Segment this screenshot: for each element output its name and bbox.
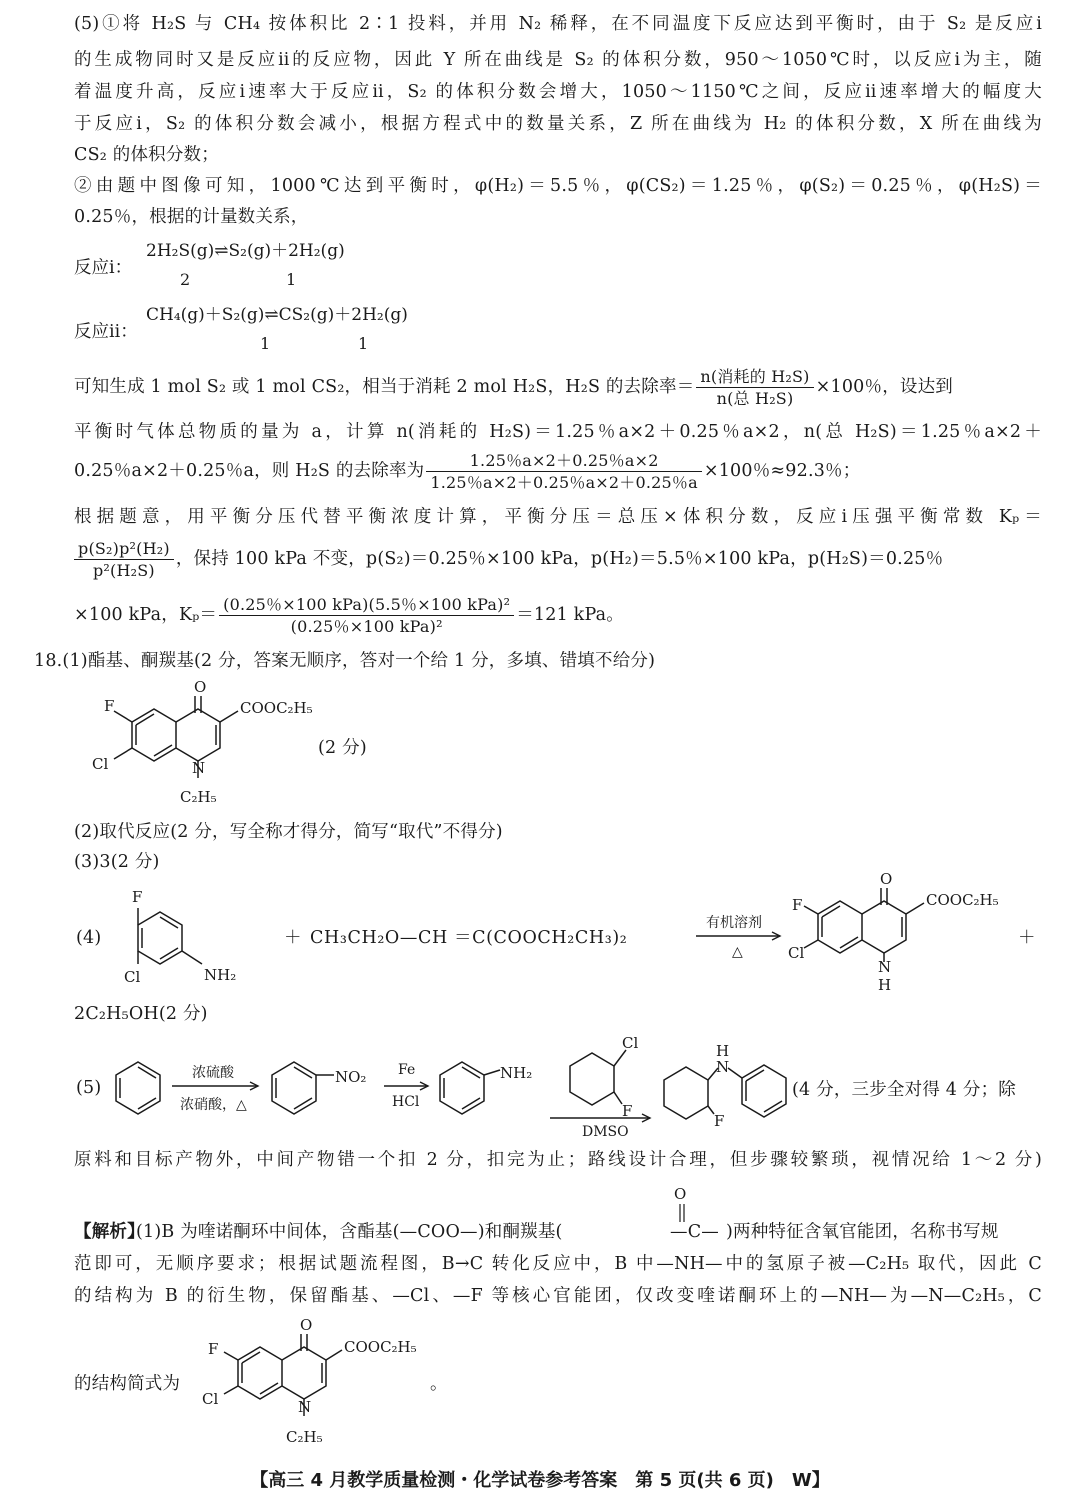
atom-label: O: [880, 870, 893, 888]
atom-label: F: [622, 1102, 633, 1120]
chloro-fluoro-aniline-structure: [110, 880, 270, 990]
arrow-condition: DMSO: [582, 1124, 629, 1140]
fraction: $\frac{1.25\%a\times 2+0.25\%a\times 2}{1.25\%a\times 2+0.25\%a\times 2+0.25\%a}$: [426, 450, 701, 493]
atom-label: N: [298, 1398, 312, 1416]
reaction-2-coefficient: 1: [358, 334, 369, 353]
item-label: (4): [76, 928, 102, 948]
atom-label: N: [192, 759, 206, 777]
text-line: $\frac{\text{p(S₂)p²(H₂)}}{\text{p²(H₂S)}}$ ，保持 100 kPa 不变，p(S₂)＝0.25％×100 kPa，p(H₂)＝5.5％×100 kPa，p(H₂S)＝0.25％: [74, 536, 1042, 582]
substituent-label: COOC₂H₅: [344, 1338, 417, 1356]
carbonyl-oxygen: O: [674, 1185, 687, 1203]
text-line: 2C₂H₅OH(2 分): [74, 1004, 208, 1024]
text-line: ②由题中图像可知，1000℃达到平衡时，φ(H₂)＝5.5％，φ(CS₂)＝1.25％，φ(S₂)＝0.25％，φ(H₂S)＝: [74, 176, 1042, 196]
text-line: 原料和目标产物外，中间产物错一个扣 2 分，扣完为止；路线设计合理，但步骤较繁琐，视情况给 1～2 分): [74, 1150, 1042, 1170]
substituent-label: NO₂: [335, 1068, 367, 1086]
text-line: 0.25％a×2＋0.25％a，则 H₂S 的去除率为 $\frac{1.25\%a\times 2+0.25\%a\times 2}{1.25\%a\times 2+0.25\%a\times 2+0.25\%a}$ ×100％≈92.3％；: [74, 451, 861, 492]
atom-label: F: [132, 888, 143, 906]
atom-label: Cl: [202, 1390, 219, 1408]
text-line: ×100 kPa，Kₚ＝ $\frac{\text{(0.25％×100 kPa)(5.5％×100 kPa)²}}{\text{(0.25％×100 kPa)²}}$ ＝121 kPa。: [74, 595, 625, 636]
target-amine-structure: [656, 1044, 796, 1130]
arrow-condition: 浓硫酸: [192, 1065, 234, 1081]
text-line: 着温度升高，反应ⅰ速率大于反应ⅱ，S₂ 的体积分数会增大，1050～1150℃之间，反应ⅱ速率增大的幅度大: [74, 82, 1042, 102]
text-line: 。: [430, 1374, 448, 1394]
substituent-label: NH₂: [500, 1064, 533, 1082]
text-line: 于反应ⅰ，S₂ 的体积分数会减小，根据方程式中的数量关系，Z 所在曲线为 H₂ 的体积分数，X 所在曲线为: [74, 114, 1042, 134]
reaction-arrow: [170, 1080, 264, 1092]
reaction-1-label: 反应ⅰ：: [74, 258, 133, 278]
item-label: (5): [76, 1078, 102, 1098]
atom-label: H: [716, 1042, 730, 1060]
fraction: $\frac{\text{p(S₂)p²(H₂)}}{\text{p²(H₂S)}}$: [74, 538, 174, 581]
reaction-2-label: 反应ⅱ：: [74, 322, 138, 342]
reagent-formula: CH₃CH₂O—CH ＝C(COOCH₂CH₃)₂: [310, 928, 628, 948]
text-line: 的生成物同时又是反应ⅱ的反应物，因此 Y 所在曲线是 S₂ 的体积分数，950～1050℃时，以反应ⅰ为主，随: [74, 50, 1042, 70]
atom-label: O: [300, 1316, 313, 1334]
text-line: 的结构简式为: [74, 1374, 181, 1394]
reaction-2-equation: CH₄(g)＋S₂(g)⇌CS₂(g)＋2H₂(g): [146, 305, 408, 325]
score-note: (4 分，三步全对得 4 分；除: [792, 1080, 1016, 1100]
analysis-tag: 【解析】: [74, 1222, 145, 1242]
chloro-fluoro-cyclohexane-structure: [560, 1032, 650, 1118]
text-line: 根据题意，用平衡分压代替平衡浓度计算，平衡分压＝总压×体积分数，反应ⅰ压强平衡常数 Kₚ＝: [74, 507, 1042, 527]
text-line: 平衡时气体总物质的量为 a，计算 n(消耗的 H₂S)＝1.25％a×2＋0.25％a×2，n(总 H₂S)＝1.25％a×2＋: [74, 422, 1042, 442]
page-footer: 【高三 4 月教学质量检测・化学试卷参考答案 第 5 页(共 6 页) W】: [250, 1470, 830, 1491]
atom-label: F: [104, 697, 115, 715]
substituent-label: NH₂: [204, 966, 237, 984]
atom-label: Cl: [622, 1034, 639, 1052]
atom-label: Cl: [788, 944, 805, 962]
benzene-structure: [112, 1058, 164, 1118]
substituent-label: C₂H₅: [286, 1428, 323, 1446]
reaction-1-coefficient: 1: [286, 270, 297, 289]
fraction: $\frac{\text{n(消耗的 H₂S)}}{\text{n(总 H₂S)}}$: [696, 366, 813, 409]
quinolone-ester-structure: [196, 1314, 426, 1454]
arrow-condition: Fe: [398, 1062, 416, 1078]
reaction-arrow: [694, 930, 786, 942]
text-line: (3)3(2 分): [74, 852, 160, 872]
atom-label: N: [878, 958, 892, 976]
text-line: (5)①将 H₂S 与 CH₄ 按体积比 2∶1 投料，并用 N₂ 稀释，在不同温度下反应达到平衡时，由于 S₂ 是反应ⅰ: [74, 14, 1042, 34]
text-line: 18.(1)酯基、酮羰基(2 分，答案无顺序，答对一个给 1 分，多填、错填不给分): [34, 651, 656, 671]
plus-sign: ＋: [1018, 928, 1036, 948]
text-line: 的结构为 B 的衍生物，保留酯基、—Cl、—F 等核心官能团，仅改变喹诺酮环上的—NH—为—N—C₂H₅，C: [74, 1286, 1042, 1306]
substituent-label: C₂H₅: [180, 788, 217, 806]
carbonyl-group: —C—: [670, 1222, 719, 1242]
score-note: (2 分): [318, 738, 367, 758]
text-line: (2)取代反应(2 分，写全称才得分，简写“取代”不得分): [74, 822, 503, 842]
arrow-condition: HCl: [392, 1094, 420, 1110]
arrow-condition: 浓硝酸，△: [180, 1097, 247, 1113]
atom-label: N: [716, 1058, 730, 1076]
reaction-2-coefficient: 1: [260, 334, 271, 353]
quinolone-ester-structure: [70, 678, 313, 810]
atom-label: F: [792, 896, 803, 914]
arrow-condition: 有机溶剂: [706, 915, 762, 931]
reaction-arrow: [382, 1080, 434, 1092]
nitrobenzene-structure: [268, 1058, 378, 1118]
arrow-condition: △: [732, 944, 743, 960]
text-line: CS₂ 的体积分数；: [74, 145, 219, 165]
carbonyl-double-bond: [678, 1204, 686, 1224]
text-line: 可知生成 1 mol S₂ 或 1 mol CS₂，相当于消耗 2 mol H₂S，H₂S 的去除率＝ $\frac{\text{n(消耗的 H₂S)}}{\text{n(总 H₂S)}}$ ×100％，设达到: [74, 367, 953, 408]
atom-label: F: [714, 1112, 725, 1130]
text-line: 【解析】 (1)B 为喹诺酮环中间体，含酯基(—COO—)和酮羰基( —C— O )两种特征含氧官能团，名称书写规: [74, 1192, 1042, 1244]
atom-label: O: [194, 678, 207, 696]
atom-label: H: [878, 976, 892, 994]
quinolone-nh-structure: [780, 872, 1010, 994]
reaction-1-coefficient: 2: [180, 270, 191, 289]
substituent-label: COOC₂H₅: [240, 699, 313, 717]
plus-sign: ＋: [284, 928, 302, 948]
substituent-label: COOC₂H₅: [926, 891, 999, 909]
text-line: 范即可，无顺序要求；根据试题流程图，B→C 转化反应中，B 中—NH—中的氢原子被—C₂H₅ 取代，因此 C: [74, 1254, 1042, 1274]
reaction-arrow: [548, 1112, 656, 1124]
text-line: 0.25％，根据的计量数关系，: [74, 207, 309, 227]
aniline-structure: [436, 1058, 546, 1118]
fraction: $\frac{\text{(0.25％×100 kPa)(5.5％×100 kPa)²}}{\text{(0.25％×100 kPa)²}}$: [219, 594, 514, 637]
reaction-1-equation: 2H₂S(g)⇌S₂(g)＋2H₂(g): [146, 241, 345, 261]
atom-label: Cl: [92, 755, 109, 773]
atom-label: F: [208, 1340, 219, 1358]
atom-label: Cl: [124, 968, 141, 986]
